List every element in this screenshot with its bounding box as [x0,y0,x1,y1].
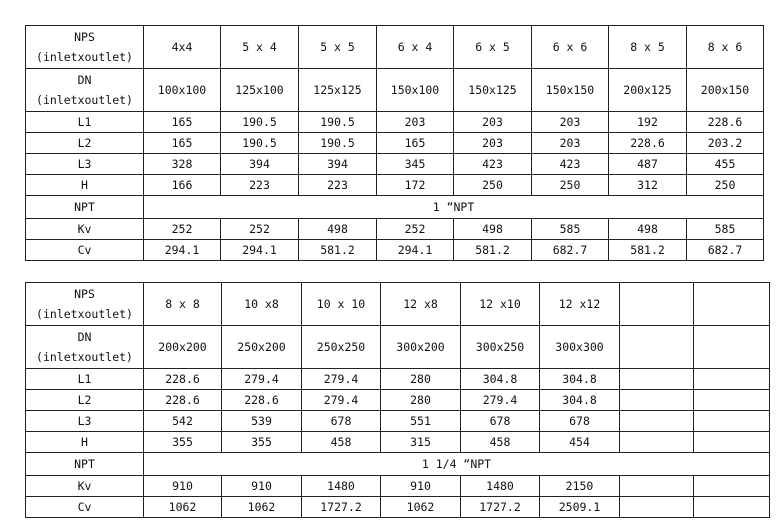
value-cell: 203 [454,112,532,133]
nps-cell: 12 x10 [461,283,540,326]
dn-cell: 150x100 [377,69,454,112]
value-cell: 250 [454,175,532,196]
dn-cell: 250x200 [222,326,302,369]
value-cell: 250 [532,175,609,196]
row-label: Kv [26,219,144,240]
nps-cell: 5 x 4 [221,26,299,69]
value-cell: 304.8 [540,390,620,411]
value-cell: 228.6 [222,390,302,411]
dn-row [26,69,764,112]
row-label: L1 [26,369,144,390]
value-cell: 279.4 [222,369,302,390]
table-row [26,240,764,261]
value-cell: 252 [144,219,221,240]
dn-header-line: DN [77,330,92,344]
table-1-body [26,26,764,261]
dn-cell: 100x100 [144,69,221,112]
value-cell [620,476,694,497]
value-cell: 682.7 [532,240,609,261]
value-cell: 228.6 [609,133,687,154]
npt-value: 1 1/4 “NPT [144,453,770,476]
row-label: L3 [26,154,144,175]
value-cell: 228.6 [144,369,222,390]
value-cell [620,369,694,390]
value-cell [620,432,694,453]
nps-cell: 6 x 5 [454,26,532,69]
value-cell: 315 [381,432,461,453]
dn-cell: 150x125 [454,69,532,112]
dn-header [26,69,144,112]
value-cell: 312 [609,175,687,196]
value-cell: 294.1 [377,240,454,261]
table-row [26,133,764,154]
value-cell: 203 [532,133,609,154]
value-cell: 487 [609,154,687,175]
dn-cell: 200x125 [609,69,687,112]
value-cell: 223 [221,175,299,196]
nps-header-line: NPS [74,287,95,301]
value-cell: 279.4 [302,369,381,390]
row-label: L1 [26,112,144,133]
dn-cell: 125x100 [221,69,299,112]
nps-cell: 6 x 4 [377,26,454,69]
row-label: Cv [26,240,144,261]
table-row [26,476,770,497]
value-cell: 423 [532,154,609,175]
value-cell [694,497,770,518]
value-cell: 190.5 [299,112,377,133]
nps-cell: 5 x 5 [299,26,377,69]
value-cell: 581.2 [299,240,377,261]
value-cell: 294.1 [144,240,221,261]
value-cell: 165 [144,112,221,133]
nps-cell [694,283,770,326]
table-row [26,432,770,453]
nps-header-line: NPS [74,30,95,44]
value-cell: 203 [377,112,454,133]
table-row [26,369,770,390]
npt-row [26,453,770,476]
dn-cell: 300x300 [540,326,620,369]
value-cell: 279.4 [302,390,381,411]
nps-cell: 8 x 5 [609,26,687,69]
value-cell: 223 [299,175,377,196]
value-cell: 280 [381,369,461,390]
value-cell [694,476,770,497]
value-cell: 294.1 [221,240,299,261]
value-cell: 203 [532,112,609,133]
value-cell [694,432,770,453]
value-cell: 581.2 [609,240,687,261]
value-cell: 190.5 [221,133,299,154]
value-cell: 203 [454,133,532,154]
value-cell: 454 [540,432,620,453]
value-cell: 498 [299,219,377,240]
dn-cell: 300x200 [381,326,461,369]
value-cell: 498 [454,219,532,240]
value-cell: 498 [609,219,687,240]
value-cell: 455 [687,154,764,175]
row-label: H [26,432,144,453]
dn-cell: 250x250 [302,326,381,369]
value-cell: 551 [381,411,461,432]
value-cell: 1062 [381,497,461,518]
value-cell: 458 [461,432,540,453]
table-row [26,112,764,133]
value-cell: 423 [454,154,532,175]
nps-cell: 12 x12 [540,283,620,326]
dn-cell: 125x125 [299,69,377,112]
nps-cell: 8 x 8 [144,283,222,326]
nps-cell: 10 x 10 [302,283,381,326]
dn-cell: 200x200 [144,326,222,369]
npt-row [26,196,764,219]
value-cell [620,390,694,411]
valve-dimensions-table-2 [25,282,770,518]
value-cell: 1727.2 [461,497,540,518]
row-label: L2 [26,390,144,411]
value-cell: 304.8 [461,369,540,390]
dn-header-line: (inletxoutlet) [36,93,133,107]
value-cell: 355 [222,432,302,453]
row-label: L3 [26,411,144,432]
value-cell: 304.8 [540,369,620,390]
value-cell: 165 [144,133,221,154]
dn-header-line: DN [77,73,92,87]
value-cell: 910 [144,476,222,497]
value-cell: 165 [377,133,454,154]
value-cell: 228.6 [687,112,764,133]
value-cell: 228.6 [144,390,222,411]
value-cell: 458 [302,432,381,453]
nps-header [26,283,144,326]
value-cell: 678 [461,411,540,432]
value-cell: 279.4 [461,390,540,411]
value-cell [694,390,770,411]
value-cell: 1727.2 [302,497,381,518]
nps-cell [620,283,694,326]
value-cell: 192 [609,112,687,133]
dn-row [26,326,770,369]
npt-label: NPT [26,196,144,219]
valve-dimensions-table-1 [25,25,764,261]
value-cell: 678 [302,411,381,432]
row-label: Cv [26,497,144,518]
nps-cell: 12 x8 [381,283,461,326]
table-row [26,497,770,518]
value-cell: 190.5 [299,133,377,154]
value-cell: 190.5 [221,112,299,133]
row-label: H [26,175,144,196]
table-row [26,390,770,411]
table-row [26,175,764,196]
value-cell: 581.2 [454,240,532,261]
npt-label: NPT [26,453,144,476]
dn-cell: 150x150 [532,69,609,112]
dn-cell: 300x250 [461,326,540,369]
value-cell: 910 [381,476,461,497]
dn-cell: 200x150 [687,69,764,112]
table-row [26,411,770,432]
table-row [26,219,764,240]
value-cell [694,411,770,432]
nps-cell: 6 x 6 [532,26,609,69]
nps-header [26,26,144,69]
table-row [26,154,764,175]
nps-cell: 10 x8 [222,283,302,326]
dn-cell [620,326,694,369]
value-cell: 678 [540,411,620,432]
value-cell [694,369,770,390]
value-cell: 252 [221,219,299,240]
value-cell: 682.7 [687,240,764,261]
value-cell: 1062 [222,497,302,518]
dn-header-line: (inletxoutlet) [36,350,133,364]
value-cell: 203.2 [687,133,764,154]
dn-cell [694,326,770,369]
table-2-body [26,283,770,518]
value-cell: 542 [144,411,222,432]
nps-row [26,26,764,69]
row-label: Kv [26,476,144,497]
row-label: L2 [26,133,144,154]
value-cell: 166 [144,175,221,196]
value-cell [620,497,694,518]
value-cell: 539 [222,411,302,432]
value-cell: 328 [144,154,221,175]
dn-header [26,326,144,369]
value-cell: 345 [377,154,454,175]
nps-cell: 8 x 6 [687,26,764,69]
value-cell: 2509.1 [540,497,620,518]
nps-header-line: (inletxoutlet) [36,50,133,64]
value-cell: 172 [377,175,454,196]
value-cell: 394 [221,154,299,175]
value-cell: 1480 [302,476,381,497]
npt-value: 1 “NPT [144,196,764,219]
nps-cell: 4x4 [144,26,221,69]
value-cell: 585 [532,219,609,240]
value-cell: 2150 [540,476,620,497]
value-cell [620,411,694,432]
value-cell: 355 [144,432,222,453]
value-cell: 1480 [461,476,540,497]
value-cell: 1062 [144,497,222,518]
value-cell: 910 [222,476,302,497]
value-cell: 250 [687,175,764,196]
nps-header-line: (inletxoutlet) [36,307,133,321]
value-cell: 252 [377,219,454,240]
value-cell: 394 [299,154,377,175]
value-cell: 585 [687,219,764,240]
nps-row [26,283,770,326]
value-cell: 280 [381,390,461,411]
